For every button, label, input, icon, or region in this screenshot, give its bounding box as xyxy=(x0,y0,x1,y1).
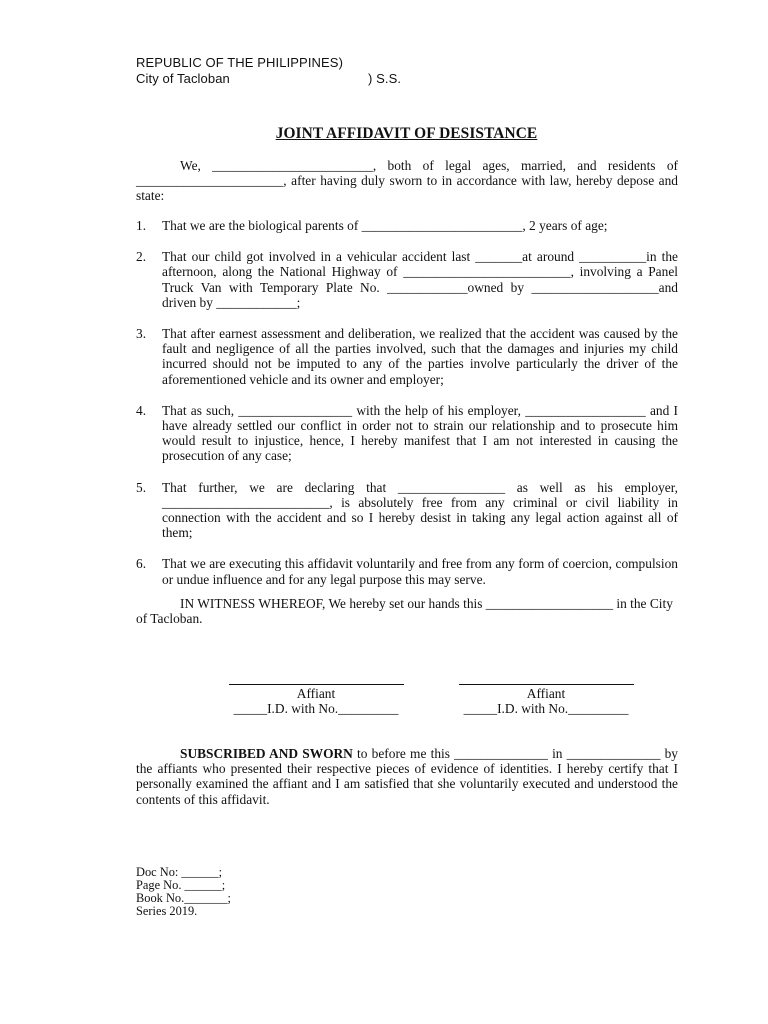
notarial-register xyxy=(136,866,231,918)
item-number: 2. xyxy=(136,249,147,265)
statement-item-4 xyxy=(136,403,678,464)
jurat-heading: SUBSCRIBED AND SWORN xyxy=(180,746,353,761)
item-text: That further, we are declaring that ________________ as well as his employer, _________________________, is absolutely free from any criminal or civil liability in connection with the accident and so I hereby desist in taking any legal action against all of them; xyxy=(162,479,678,541)
affiant-id-line: _____I.D. with No._________ xyxy=(233,701,399,717)
signature-line xyxy=(459,684,634,685)
statement-item-3 xyxy=(136,326,678,387)
statement-list xyxy=(136,218,678,603)
statement-item-2 xyxy=(136,249,678,310)
item-number: 1. xyxy=(136,218,147,233)
item-number: 5. xyxy=(136,479,147,495)
item-text: That our child got involved in a vehicular accident last _______at around __________in the afternoon, along the National Highway of _________________________, involving a Panel Truck Van with Temporary Plate No. ____________owned by ___________________and driven by ____________; xyxy=(162,249,678,310)
item-number: 4. xyxy=(136,402,147,418)
intro-paragraph: We, ________________________, both of legal ages, married, and residents of ______________________, after having duly sworn to in accordance with law, hereby depose and state: xyxy=(136,158,678,204)
affiant-id-line: _____I.D. with No._________ xyxy=(463,701,629,717)
affiant-label: Affiant xyxy=(526,686,566,701)
witness-clause: IN WITNESS WHEREOF, We hereby set our hands this ___________________ in the City of Tacloban. xyxy=(136,596,673,627)
affiant-signature-block-2 xyxy=(456,684,636,716)
affiant-signature-block-1 xyxy=(226,684,406,716)
page-number: Page No. ______; xyxy=(136,878,226,892)
book-number: Book No._______; xyxy=(136,891,231,905)
city-line: City of Tacloban xyxy=(136,71,230,86)
doc-number: Doc No: ______; xyxy=(136,865,223,879)
signature-line xyxy=(229,684,404,685)
statement-item-5 xyxy=(136,480,678,541)
item-text: That we are executing this affidavit voluntarily and free from any form of coercion, compulsion or undue influence and for any legal purpose this may serve. xyxy=(162,556,678,587)
jurat-paragraph xyxy=(136,746,678,807)
republic-line: REPUBLIC OF THE PHILIPPINES) xyxy=(136,55,343,70)
item-text: That after earnest assessment and deliberation, we realized that the accident was caused by the fault and negligence of all the parties involved, such that the damages and injuries my child incurred should not be imputed to any of the parties involve particularly the driver of the aforementioned vehicle and its owner and employer; xyxy=(162,326,678,387)
statement-item-6 xyxy=(136,556,678,586)
venue-header xyxy=(136,55,402,87)
ss-marker: ) S.S. xyxy=(368,71,402,86)
document-title: JOINT AFFIDAVIT OF DESISTANCE xyxy=(275,125,538,142)
item-number: 3. xyxy=(136,326,147,342)
jurat-text: to before me this ______________ in ______________ by the affiants who presented their respective pieces of evidence of identities. I hereby certify that I personally examined the affiant and I am satisfied that she voluntarily executed and understood the contents of this affidavit. xyxy=(136,746,678,807)
item-number: 6. xyxy=(136,556,147,572)
statement-item-1 xyxy=(136,218,678,233)
affiant-label: Affiant xyxy=(296,686,336,701)
series-year: Series 2019. xyxy=(136,904,198,918)
item-text: That as such, _________________ with the help of his employer, __________________ and I have already settled our conflict in order not to strain our relationship and to prosecute him would result to injustice, hence, I hereby manifest that I am not interested in causing the prosecution of any case; xyxy=(162,402,678,464)
item-text: That we are the biological parents of ________________________, 2 years of age; xyxy=(162,218,608,233)
